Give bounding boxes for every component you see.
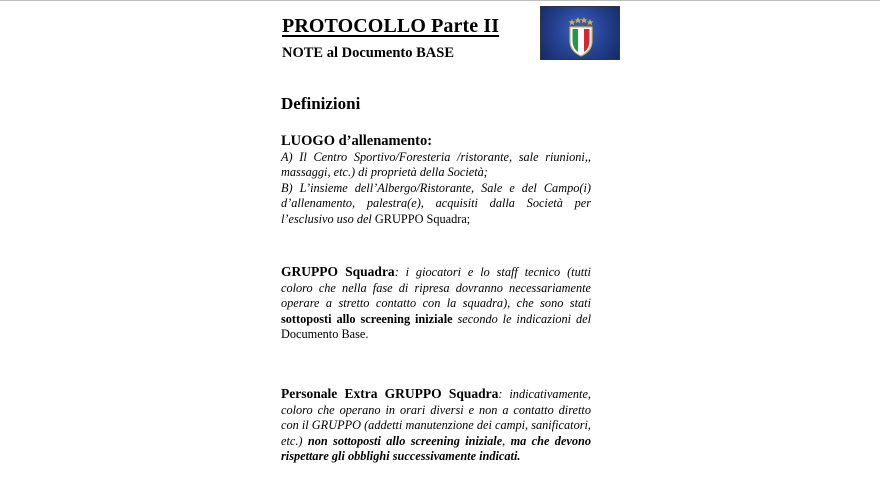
extra-text: : indicativamente, coloro che operano in orari diversi e non a contatto diretto con il GRUPPO (addetti manutenzione dei campi, sanificatori, etc.) [281, 387, 592, 448]
gruppo-text: : i giocatori e lo staff tecnico (tutti coloro che nella fase di ripresa dovranno necessariamente operare a stretto contatto con la squadra), che sono stati [281, 265, 591, 310]
definition-gruppo [281, 264, 591, 343]
italy-crest-icon [540, 6, 620, 60]
luogo-item-b [281, 181, 591, 228]
definition-luogo [281, 134, 591, 227]
extra-bold-1: non sottoposti allo screening iniziale [307, 433, 503, 448]
gruppo-text-2: secondo le indicazioni del [452, 311, 591, 326]
top-border [0, 0, 880, 1]
gruppo-text-3: Documento Base. [281, 327, 369, 341]
luogo-item-b-group: GRUPPO Squadra; [374, 211, 471, 226]
extra-bold-2: ma che devono rispettare gli obblighi successivamente indicati. [281, 433, 591, 463]
gruppo-bold: sottoposti allo screening iniziale [281, 311, 453, 326]
section-heading: Definizioni [281, 94, 361, 113]
document-subtitle: NOTE al Documento BASE [282, 45, 455, 61]
luogo-item-a: A) Il Centro Sportivo/Foresteria /ristorante, sale riunioni,, massaggi, etc.) di proprietà della Società; [281, 149, 591, 179]
gruppo-heading: GRUPPO Squadra [281, 264, 395, 279]
extra-text-2: , [502, 433, 511, 448]
luogo-item-b-text: B) L’insieme dell’Albergo/Ristorante, Sale e del Campo(i) d’allenamento, palestra(e), acquisiti dalla Società per l’esclusivo uso del [281, 180, 591, 226]
definition-extra [281, 386, 591, 465]
extra-heading: Personale Extra GRUPPO Squadra [281, 386, 499, 401]
document-title: PROTOCOLLO Parte II [282, 15, 500, 37]
luogo-heading: LUOGO d’allenamento: [281, 133, 433, 149]
